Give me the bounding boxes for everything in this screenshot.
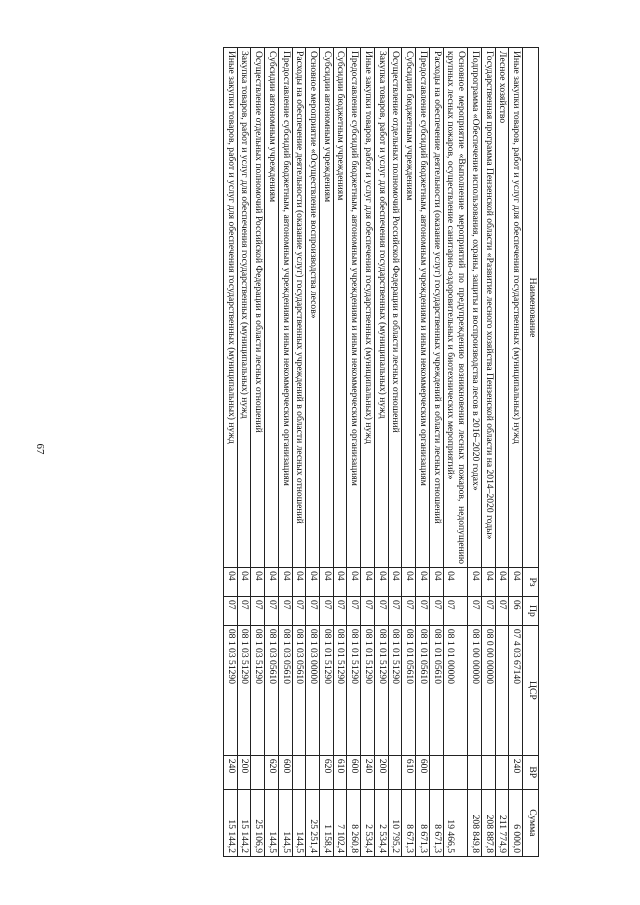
row-sum-cell: 8 260,8 [347,789,361,856]
row-csr-cell: 08 1 01 00000 [443,625,467,755]
row-vr-cell [495,755,509,789]
row-csr-cell: 08 1 01 51290 [374,625,388,755]
row-sum-cell: 7 102,4 [333,789,347,856]
row-sum-cell: 2 534,4 [361,789,375,856]
row-vr-cell [468,755,482,789]
row-csr-cell: 08 0 00 00000 [481,625,495,755]
rotated-table-container [92,47,539,857]
row-pr-cell: 07 [223,596,237,625]
row-vr-cell [306,755,320,789]
row-rz-cell: 04 [306,568,320,597]
row-name-cell: Иные закупки товаров, работ и услуг для обеспечения государственных (муниципальных) нужд [509,48,523,568]
row-csr-cell: 07 4 03 67140 [509,625,523,755]
row-sum-cell: 10 795,2 [388,789,402,856]
row-rz-cell: 04 [495,568,509,597]
row-sum-cell: 25 106,9 [251,789,265,856]
row-rz-cell: 04 [416,568,430,597]
row-name-cell: Предоставление субсидий бюджетным, автономным учреждениям и иным некоммерческим организациям [278,48,292,568]
row-sum-cell: 8 671,3 [429,789,443,856]
row-vr-cell [388,755,402,789]
row-vr-cell: 600 [278,755,292,789]
table-row [429,48,443,857]
budget-table [223,47,539,857]
row-vr-cell: 240 [509,755,523,789]
row-name-cell: Предоставление субсидий бюджетным, автономным учреждениям и иным некоммерческим организациям [347,48,361,568]
table-row [402,48,416,857]
row-name-cell: Расходы на обеспечение деятельности (оказание услуг) государственных учреждений в области лесных отношений [292,48,306,568]
table-row [481,48,495,857]
row-pr-cell: 07 [278,596,292,625]
table-body [223,48,522,857]
row-name-cell: Государственная программа Пензенской области «Развитие лесного хозяйства Пензенской области на 2014–2020 годы» [481,48,495,568]
row-vr-cell: 200 [374,755,388,789]
row-rz-cell: 04 [265,568,279,597]
row-pr-cell: 07 [416,596,430,625]
row-name-cell: Основное мероприятие «Выполнение мероприятий по предупреждению возникновения лесных пожаров, недопущению крупных лесных пожаров, осуществление санитарно-оздоровительных и биотехнических мероприятий» [443,48,467,568]
row-rz-cell: 04 [443,568,467,597]
page-number: 67 [34,443,46,455]
row-rz-cell: 04 [402,568,416,597]
row-pr-cell: 07 [292,596,306,625]
row-rz-cell: 04 [481,568,495,597]
table-row [495,48,509,857]
row-sum-cell: 208 849,8 [468,789,482,856]
row-pr-cell: 07 [468,596,482,625]
row-vr-cell: 600 [347,755,361,789]
table-row [388,48,402,857]
table-row [265,48,279,857]
header-sum: Сумма [523,789,539,856]
row-sum-cell: 25 251,4 [306,789,320,856]
row-name-cell: Субсидии бюджетным учреждениям [333,48,347,568]
row-rz-cell: 04 [388,568,402,597]
row-name-cell: Закупка товаров, работ и услуг для обеспечения государственных (муниципальных) нужд [237,48,251,568]
row-csr-cell: 08 1 01 05610 [416,625,430,755]
row-name-cell: Лесное хозяйство [495,48,509,568]
row-csr-cell: 08 1 01 51290 [319,625,333,755]
table-row [278,48,292,857]
table-row [237,48,251,857]
header-name: Наименование [523,48,539,568]
row-vr-cell [429,755,443,789]
table-row [443,48,467,857]
row-pr-cell: 06 [509,596,523,625]
row-pr-cell: 07 [443,596,467,625]
table-row [292,48,306,857]
row-name-cell: Субсидии автономным учреждениям [265,48,279,568]
row-rz-cell: 04 [374,568,388,597]
row-name-cell: Субсидии бюджетным учреждениям [402,48,416,568]
table-row [306,48,320,857]
table-row [251,48,265,857]
row-name-cell: Основное мероприятие «Осуществление воспроизводства лесов» [306,48,320,568]
row-pr-cell: 07 [251,596,265,625]
table-row [319,48,333,857]
row-sum-cell: 1 158,4 [319,789,333,856]
header-pr: Пр [523,596,539,625]
row-csr-cell: 08 1 01 51290 [388,625,402,755]
row-csr-cell: 08 1 03 51290 [223,625,237,755]
row-sum-cell: 19 466,5 [443,789,467,856]
table-row [374,48,388,857]
row-sum-cell: 144,5 [292,789,306,856]
header-csr: ЦСР [523,625,539,755]
table-row [361,48,375,857]
row-csr-cell: 08 1 03 51290 [237,625,251,755]
row-rz-cell: 04 [251,568,265,597]
row-rz-cell: 04 [468,568,482,597]
row-sum-cell: 144,5 [265,789,279,856]
row-name-cell: Иные закупки товаров, работ и услуг для обеспечения государственных (муниципальных) нужд [223,48,237,568]
table-row [333,48,347,857]
row-csr-cell: 08 1 01 05610 [402,625,416,755]
row-sum-cell: 144,5 [278,789,292,856]
row-sum-cell: 6 000,0 [509,789,523,856]
row-vr-cell: 600 [416,755,430,789]
row-sum-cell: 15 144,2 [223,789,237,856]
row-rz-cell: 04 [237,568,251,597]
row-rz-cell: 04 [509,568,523,597]
row-name-cell: Подпрограмма «Обеспечение использования, охраны, защиты и воспроизводства лесов в 2016–2020 годах» [468,48,482,568]
table-row [416,48,430,857]
row-vr-cell: 240 [223,755,237,789]
row-rz-cell: 04 [292,568,306,597]
row-vr-cell: 620 [319,755,333,789]
table-header-row [523,48,539,857]
row-pr-cell: 07 [237,596,251,625]
row-csr-cell: 08 1 03 51290 [251,625,265,755]
row-csr-cell: 08 1 00 00000 [468,625,482,755]
row-vr-cell [481,755,495,789]
row-pr-cell: 07 [361,596,375,625]
row-name-cell: Расходы на обеспечение деятельности (оказание услуг) государственных учреждений в области лесных отношений [429,48,443,568]
row-rz-cell: 04 [361,568,375,597]
row-name-cell: Предоставление субсидий бюджетным, автономным учреждениям и иным некоммерческим организациям [416,48,430,568]
row-csr-cell: 08 1 01 51290 [361,625,375,755]
row-csr-cell: 08 1 03 05610 [278,625,292,755]
row-name-cell: Иные закупки товаров, работ и услуг для обеспечения государственных (муниципальных) нужд [361,48,375,568]
row-name-cell: Осуществление отдельных полномочий Российской Федерации в области лесных отношений [251,48,265,568]
row-pr-cell: 07 [481,596,495,625]
row-sum-cell: 15 144,2 [237,789,251,856]
row-vr-cell: 610 [402,755,416,789]
row-sum-cell: 208 887,8 [481,789,495,856]
row-rz-cell: 04 [223,568,237,597]
row-vr-cell [292,755,306,789]
row-sum-cell: 8 671,3 [402,789,416,856]
header-rz: Рз [523,568,539,597]
row-rz-cell: 04 [333,568,347,597]
row-pr-cell: 07 [265,596,279,625]
row-pr-cell: 07 [429,596,443,625]
row-name-cell: Осуществление отдельных полномочий Российской Федерации в области лесных отношений [388,48,402,568]
row-pr-cell: 07 [306,596,320,625]
row-pr-cell: 07 [374,596,388,625]
row-sum-cell: 8 671,3 [416,789,430,856]
table-row [347,48,361,857]
row-vr-cell: 620 [265,755,279,789]
row-pr-cell: 07 [319,596,333,625]
row-pr-cell: 07 [347,596,361,625]
table-row [468,48,482,857]
row-name-cell: Субсидии автономным учреждениям [319,48,333,568]
row-csr-cell: 08 1 01 51290 [333,625,347,755]
row-pr-cell: 07 [495,596,509,625]
row-csr-cell: 08 1 03 05610 [292,625,306,755]
row-vr-cell [251,755,265,789]
row-pr-cell: 07 [402,596,416,625]
row-vr-cell: 610 [333,755,347,789]
row-csr-cell [495,625,509,755]
row-name-cell: Закупка товаров, работ и услуг для обеспечения государственных (муниципальных) нужд [374,48,388,568]
row-rz-cell: 04 [347,568,361,597]
row-rz-cell: 04 [319,568,333,597]
row-csr-cell: 08 1 01 51290 [347,625,361,755]
row-vr-cell: 200 [237,755,251,789]
row-pr-cell: 07 [333,596,347,625]
row-vr-cell: 240 [361,755,375,789]
row-csr-cell: 08 1 03 05610 [265,625,279,755]
row-pr-cell: 07 [388,596,402,625]
row-rz-cell: 04 [278,568,292,597]
row-csr-cell: 08 1 01 05610 [429,625,443,755]
row-csr-cell: 08 1 03 00000 [306,625,320,755]
row-sum-cell: 211 774,9 [495,789,509,856]
table-row [509,48,523,857]
row-vr-cell [443,755,467,789]
row-sum-cell: 2 534,4 [374,789,388,856]
header-vr: ВР [523,755,539,789]
table-row [223,48,237,857]
row-rz-cell: 04 [429,568,443,597]
